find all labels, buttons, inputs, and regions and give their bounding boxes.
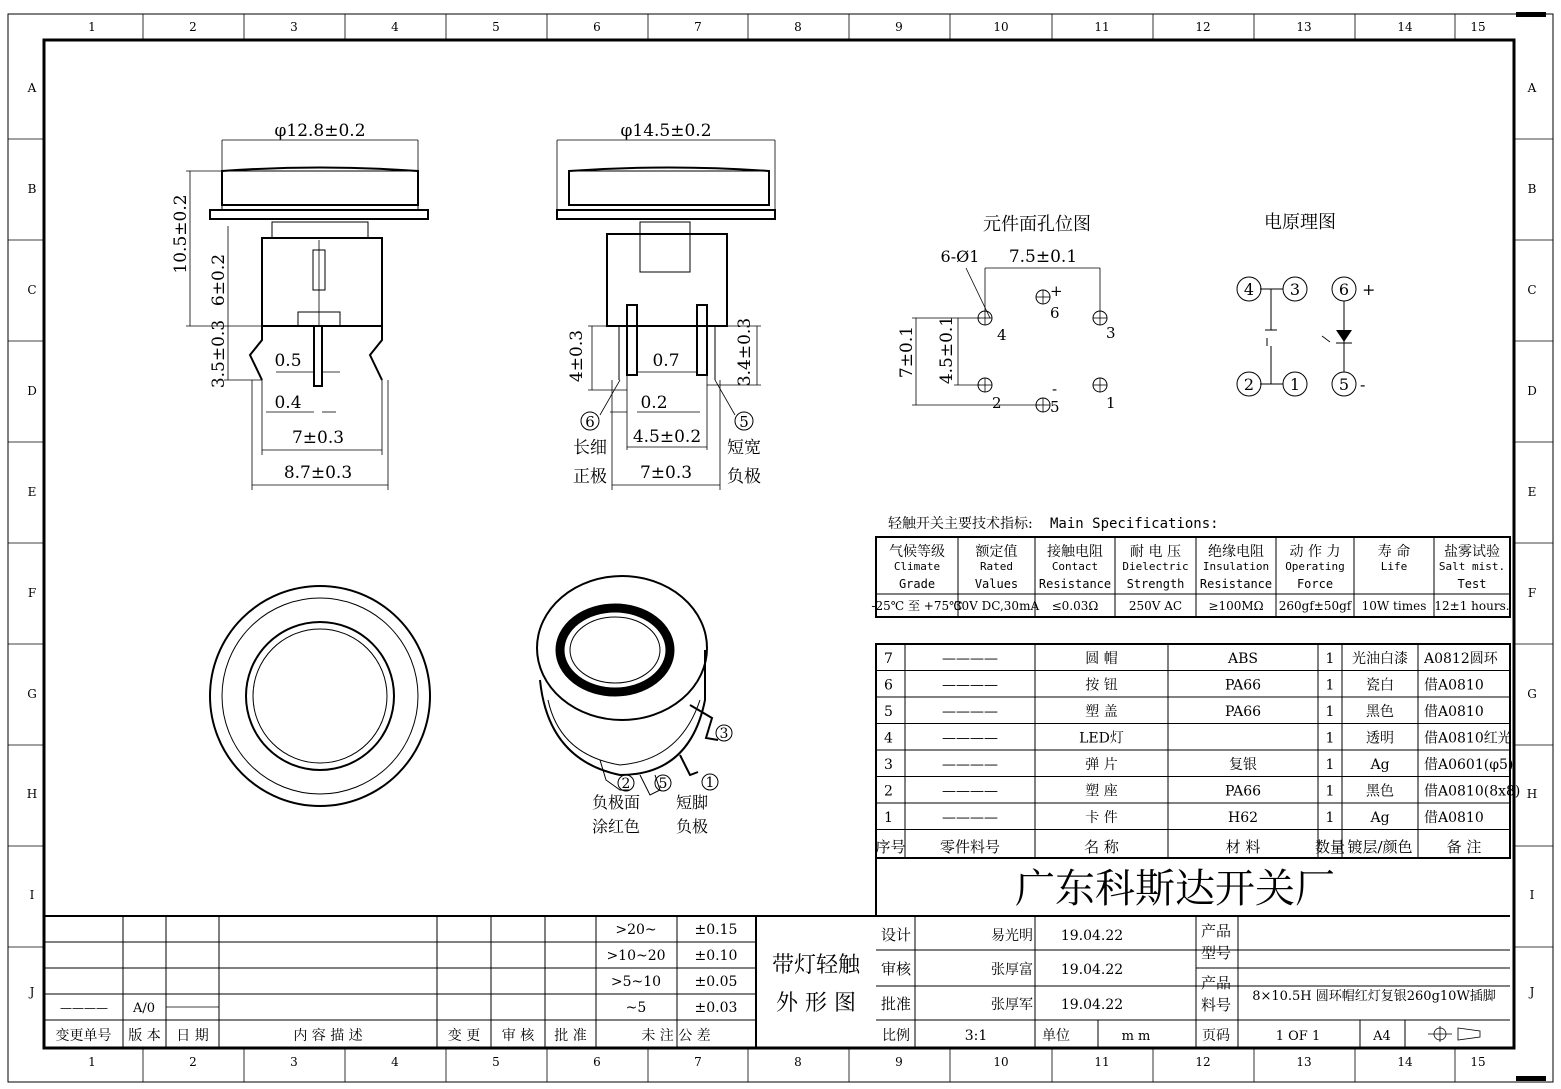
hole-no-1: 1 bbox=[1106, 394, 1116, 412]
callout-5: 5 bbox=[739, 413, 749, 431]
dim-cap-diameter-1: φ12.8±0.2 bbox=[274, 121, 366, 141]
bom-part-3: ———— bbox=[942, 757, 998, 773]
hole-count-label: 6-Ø1 bbox=[940, 247, 980, 266]
column-label-bottom-3: 3 bbox=[290, 1055, 298, 1069]
bom-no-4: 4 bbox=[884, 730, 893, 747]
schematic-node-6: 6 bbox=[1338, 280, 1350, 299]
bom-qty-3: 1 bbox=[1325, 757, 1335, 773]
column-label-7: 7 bbox=[694, 20, 702, 34]
bom-material-3: 复银 bbox=[1229, 757, 1257, 773]
bom-no-2: 2 bbox=[884, 783, 893, 800]
side-view-2 bbox=[557, 121, 775, 490]
scale-label: 比例 bbox=[882, 1028, 910, 1044]
spec-value-1: 30V DC,30mA bbox=[953, 599, 1040, 613]
bom-qty-1: 1 bbox=[1325, 810, 1335, 826]
row-label-A: A bbox=[27, 81, 37, 95]
dim-body-height: 6±0.2 bbox=[209, 253, 229, 307]
spec-header-en2-1: Values bbox=[974, 577, 1019, 591]
size-value: A4 bbox=[1373, 1029, 1391, 1044]
iso-callout-5: 5 bbox=[658, 776, 668, 792]
column-label-bottom-7: 7 bbox=[694, 1055, 702, 1069]
iso-label-negative: 负极 bbox=[675, 817, 709, 836]
product-model-label-1: 产品 bbox=[1200, 922, 1232, 940]
company-name: 广东科斯达开关厂 bbox=[1015, 866, 1335, 912]
row-label-right-F: F bbox=[1527, 586, 1537, 600]
row-label-G: G bbox=[27, 687, 37, 701]
dim-pin-width-1: 0.5 bbox=[274, 351, 302, 371]
dim-pin-height: 3.5±0.3 bbox=[209, 319, 229, 389]
product-model-label-2: 型号 bbox=[1200, 944, 1232, 962]
spec-value-4: ≥100MΩ bbox=[1208, 599, 1264, 613]
iso-callout-3: 3 bbox=[719, 726, 729, 742]
bom-qty-5: 1 bbox=[1325, 704, 1335, 720]
unit-value: m m bbox=[1121, 1029, 1151, 1044]
bom-header-note: 备 注 bbox=[1446, 838, 1482, 856]
dim-pin-width-2: 0.4 bbox=[274, 393, 302, 413]
revision-header-0: 变更单号 bbox=[55, 1028, 112, 1044]
spec-header-cn-6: 寿 命 bbox=[1377, 544, 1411, 560]
dim-cap-diameter-2: φ14.5±0.2 bbox=[620, 121, 712, 141]
spec-header-en-2: Contact bbox=[1051, 560, 1099, 573]
bom-part-2: ———— bbox=[942, 783, 998, 800]
drawing-name-2: 外 形 图 bbox=[776, 991, 856, 1016]
tolerance-range-0: >20~ bbox=[615, 922, 657, 938]
hole-no-5: 5 bbox=[1050, 398, 1060, 416]
revision-header-6: 批 准 bbox=[554, 1028, 587, 1044]
bom-material-7: ABS bbox=[1228, 651, 1258, 667]
column-label-bottom-1: 1 bbox=[88, 1055, 96, 1069]
column-label-5: 5 bbox=[492, 20, 500, 34]
column-label-11: 11 bbox=[1094, 20, 1110, 34]
label-positive: 正极 bbox=[573, 467, 607, 487]
column-label-bottom-2: 2 bbox=[189, 1055, 197, 1069]
callout-6: 6 bbox=[585, 413, 595, 431]
bom-finish-3: Ag bbox=[1370, 757, 1390, 773]
revision-header-1: 版 本 bbox=[128, 1028, 161, 1044]
column-label-bottom-8: 8 bbox=[794, 1055, 802, 1069]
scale-value: 3:1 bbox=[964, 1028, 988, 1044]
row-label-E: E bbox=[27, 485, 37, 499]
tolerance-footer: 未 注 公 差 bbox=[641, 1028, 711, 1044]
bom-note-6: 借A0810 bbox=[1424, 677, 1484, 694]
schematic-plus: + bbox=[1362, 280, 1376, 299]
schematic-title: 电原理图 bbox=[1264, 212, 1336, 233]
column-label-bottom-4: 4 bbox=[391, 1055, 399, 1069]
spec-header-cn-7: 盐雾试验 bbox=[1444, 544, 1500, 560]
bom-finish-2: 黑色 bbox=[1366, 783, 1394, 800]
tolerance-value-3: ±0.03 bbox=[694, 1000, 738, 1016]
column-label-bottom-12: 12 bbox=[1195, 1055, 1211, 1069]
bom-name-2: 塑 座 bbox=[1085, 783, 1118, 800]
revision-dash: ———— bbox=[60, 1001, 108, 1015]
tolerance-value-1: ±0.10 bbox=[694, 948, 738, 964]
corner-mark-top bbox=[1516, 12, 1546, 17]
tolerance-value-0: ±0.15 bbox=[694, 922, 738, 938]
product-part-label-1: 产品 bbox=[1200, 974, 1232, 992]
spec-value-5: 260gf±50gf bbox=[1278, 599, 1352, 613]
column-label-3: 3 bbox=[290, 20, 298, 34]
schematic-node-1: 1 bbox=[1289, 375, 1301, 394]
column-label-9: 9 bbox=[895, 20, 903, 34]
row-label-right-G: G bbox=[1527, 687, 1537, 701]
column-label-12: 12 bbox=[1195, 20, 1211, 34]
revision-header-4: 变 更 bbox=[447, 1028, 481, 1044]
dim-width-1: 8.7±0.3 bbox=[283, 463, 353, 483]
spec-header-en2-0: Grade bbox=[898, 577, 936, 591]
row-label-J: J bbox=[29, 985, 35, 999]
bom-part-4: ———— bbox=[942, 730, 998, 747]
label-negative: 负极 bbox=[727, 467, 761, 487]
bom-table bbox=[875, 644, 1520, 858]
bom-note-3: 借A0601(φ5) bbox=[1424, 757, 1514, 773]
bom-material-1: H62 bbox=[1227, 810, 1259, 826]
row-label-right-D: D bbox=[1527, 384, 1537, 398]
bom-no-3: 3 bbox=[884, 757, 893, 773]
dim-left-pin-height: 4±0.3 bbox=[567, 329, 587, 383]
column-label-1: 1 bbox=[88, 20, 96, 34]
spec-header-cn-3: 耐 电 压 bbox=[1130, 544, 1181, 560]
dim-pin-width-4: 0.2 bbox=[640, 393, 668, 413]
product-part-value: 8×10.5H 圆环帽红灯复银260g10W插脚 bbox=[1252, 989, 1496, 1004]
hole-plus: + bbox=[1050, 282, 1063, 300]
bom-no-7: 7 bbox=[884, 651, 893, 667]
bom-finish-6: 瓷白 bbox=[1366, 677, 1394, 694]
column-label-6: 6 bbox=[593, 20, 601, 34]
hole-no-3: 3 bbox=[1106, 324, 1116, 342]
bom-note-5: 借A0810 bbox=[1424, 704, 1484, 720]
specs-title-en: Main Specifications: bbox=[1050, 516, 1219, 532]
bom-part-5: ———— bbox=[942, 704, 998, 720]
bom-header-qty: 数量 bbox=[1314, 838, 1346, 856]
spec-header-cn-4: 绝缘电阻 bbox=[1208, 544, 1264, 560]
column-label-15: 15 bbox=[1470, 20, 1486, 34]
label-long-thin: 长细 bbox=[573, 438, 607, 458]
spec-header-cn-2: 接触电阻 bbox=[1047, 544, 1103, 560]
bom-no-5: 5 bbox=[884, 704, 893, 720]
hole-layout-title: 元件面孔位图 bbox=[983, 214, 1091, 235]
bom-qty-2: 1 bbox=[1325, 783, 1335, 800]
bom-name-6: 按 钮 bbox=[1085, 677, 1118, 694]
bom-header-name: 名 称 bbox=[1084, 838, 1119, 856]
unit-label: 单位 bbox=[1042, 1028, 1070, 1044]
spec-header-cn-5: 动 作 力 bbox=[1289, 544, 1341, 560]
signoff-role-0: 设计 bbox=[880, 926, 912, 944]
column-label-14: 14 bbox=[1397, 20, 1413, 34]
hole-dy-small: 4.5±0.1 bbox=[937, 315, 957, 385]
corner-mark-bottom bbox=[1516, 1076, 1546, 1081]
iso-label-short-pin: 短脚 bbox=[675, 793, 709, 812]
row-label-D: D bbox=[27, 384, 37, 398]
hole-no-6: 6 bbox=[1050, 304, 1060, 322]
spec-value-3: 250V AC bbox=[1128, 599, 1183, 613]
product-part-label-2: 料号 bbox=[1200, 996, 1232, 1014]
spec-header-en2-5: Force bbox=[1296, 577, 1334, 591]
dim-pin-width-3: 0.7 bbox=[652, 351, 680, 371]
tolerance-range-2: >5~10 bbox=[610, 974, 662, 990]
column-label-bottom-13: 13 bbox=[1296, 1055, 1312, 1069]
column-label-bottom-6: 6 bbox=[593, 1055, 601, 1069]
specs-table bbox=[871, 515, 1510, 617]
dim-pin-pitch-1: 7±0.3 bbox=[291, 428, 345, 448]
bom-part-7: ———— bbox=[942, 651, 998, 667]
bom-note-2: 借A0810(8x8) bbox=[1424, 783, 1521, 800]
dim-pin-pitch-2: 7±0.3 bbox=[639, 463, 693, 483]
signoff-date-2: 19.04.22 bbox=[1060, 997, 1124, 1013]
spec-header-en-6: Life bbox=[1380, 560, 1408, 573]
spec-header-en2-7: Test bbox=[1457, 577, 1487, 591]
spec-header-en-0: Climate bbox=[893, 560, 941, 573]
page-label: 页码 bbox=[1202, 1028, 1230, 1044]
spec-header-en2-3: Strength bbox=[1126, 577, 1185, 591]
spec-header-cn-1: 额定值 bbox=[975, 544, 1018, 560]
iso-callout-2: 2 bbox=[621, 776, 631, 792]
bom-material-2: PA66 bbox=[1224, 783, 1262, 800]
schematic-nodes bbox=[1237, 277, 1356, 396]
iso-view bbox=[537, 576, 732, 836]
schematic bbox=[1237, 212, 1375, 396]
bom-name-5: 塑 盖 bbox=[1085, 704, 1118, 720]
label-short-wide: 短宽 bbox=[727, 438, 761, 458]
spec-header-en2-2: Resistance bbox=[1038, 577, 1112, 591]
spec-header-en-4: Insulation bbox=[1202, 560, 1270, 573]
row-label-right-E: E bbox=[1527, 485, 1537, 499]
signoff-name-2: 张厚军 bbox=[991, 997, 1033, 1013]
spec-header-en-1: Rated bbox=[979, 560, 1014, 573]
column-label-bottom-5: 5 bbox=[492, 1055, 500, 1069]
spec-value-7: 12±1 hours. bbox=[1434, 599, 1510, 613]
tolerance-range-3: ~5 bbox=[625, 1000, 647, 1016]
page-value: 1 OF 1 bbox=[1275, 1029, 1321, 1044]
bom-finish-4: 透明 bbox=[1366, 730, 1394, 747]
signoff-role-2: 批准 bbox=[880, 995, 912, 1013]
bom-note-4: 借A0810红光 bbox=[1424, 730, 1512, 747]
iso-callout-1: 1 bbox=[705, 775, 715, 791]
bom-note-7: A0812圆环 bbox=[1424, 651, 1498, 667]
bom-qty-6: 1 bbox=[1325, 677, 1335, 694]
spec-value-0: -25℃ 至 +75℃ bbox=[871, 599, 963, 613]
specs-title-cn: 轻触开关主要技术指标: bbox=[888, 516, 1033, 532]
iso-label-neg-face: 负极面 bbox=[591, 793, 641, 812]
revision-header-2: 日 期 bbox=[176, 1028, 209, 1044]
tolerance-range-1: >10~20 bbox=[606, 948, 666, 964]
bom-material-6: PA66 bbox=[1224, 677, 1262, 694]
bom-finish-5: 黑色 bbox=[1366, 704, 1394, 720]
signoff-name-0: 易光明 bbox=[991, 928, 1033, 944]
bom-material-5: PA66 bbox=[1224, 704, 1262, 720]
schematic-node-2: 2 bbox=[1243, 375, 1255, 394]
bom-no-1: 1 bbox=[884, 810, 893, 826]
schematic-node-3: 3 bbox=[1289, 280, 1301, 299]
row-label-right-J: J bbox=[1529, 985, 1535, 999]
column-label-10: 10 bbox=[993, 20, 1009, 34]
dim-led-pitch: 4.5±0.2 bbox=[632, 427, 702, 447]
spec-header-en2-4: Resistance bbox=[1199, 577, 1273, 591]
signoff-date-0: 19.04.22 bbox=[1060, 928, 1124, 944]
bom-name-1: 卡 件 bbox=[1085, 810, 1118, 826]
row-label-B: B bbox=[27, 182, 37, 196]
side-view-1 bbox=[171, 121, 428, 490]
spec-header-en-3: Dielectric bbox=[1122, 560, 1189, 573]
row-label-right-A: A bbox=[1527, 81, 1537, 95]
hole-dy: 7±0.1 bbox=[897, 325, 917, 379]
column-label-bottom-11: 11 bbox=[1094, 1055, 1110, 1069]
column-label-bottom-10: 10 bbox=[993, 1055, 1009, 1069]
title-block bbox=[44, 916, 1510, 1048]
column-label-4: 4 bbox=[391, 20, 399, 34]
signoff-date-1: 19.04.22 bbox=[1060, 962, 1124, 978]
schematic-node-5: 5 bbox=[1338, 375, 1350, 394]
bom-part-1: ———— bbox=[942, 810, 998, 826]
top-view bbox=[210, 586, 430, 806]
column-label-bottom-9: 9 bbox=[895, 1055, 903, 1069]
bom-finish-1: Ag bbox=[1370, 810, 1390, 826]
spec-header-en-5: Operating bbox=[1285, 560, 1345, 573]
bom-qty-4: 1 bbox=[1325, 730, 1335, 747]
row-label-H: H bbox=[26, 787, 38, 801]
signoff-role-1: 审核 bbox=[880, 960, 912, 978]
bom-header-material: 材 料 bbox=[1225, 838, 1261, 856]
row-label-C: C bbox=[27, 283, 37, 297]
spec-header-en-7: Salt mist. bbox=[1438, 560, 1506, 573]
drawing-name-1: 带灯轻触 bbox=[771, 953, 861, 978]
spec-header-cn-0: 气候等级 bbox=[889, 544, 945, 560]
hole-no-4: 4 bbox=[997, 326, 1007, 344]
bom-no-6: 6 bbox=[884, 677, 893, 694]
column-label-bottom-14: 14 bbox=[1397, 1055, 1413, 1069]
revision-version: A/0 bbox=[132, 1001, 156, 1016]
column-label-8: 8 bbox=[794, 20, 802, 34]
row-label-right-B: B bbox=[1527, 182, 1537, 196]
bom-note-1: 借A0810 bbox=[1424, 810, 1484, 826]
schematic-node-4: 4 bbox=[1243, 280, 1255, 299]
column-label-2: 2 bbox=[189, 20, 197, 34]
hole-dx: 7.5±0.1 bbox=[1008, 247, 1078, 267]
dim-right-pin-height: 3.4±0.3 bbox=[735, 317, 755, 387]
column-label-bottom-15: 15 bbox=[1470, 1055, 1486, 1069]
bom-name-4: LED灯 bbox=[1079, 730, 1124, 747]
schematic-minus: - bbox=[1360, 375, 1366, 394]
revision-header-3: 内 容 描 述 bbox=[293, 1028, 363, 1044]
bom-header-part: 零件料号 bbox=[939, 838, 1001, 856]
column-label-13: 13 bbox=[1296, 20, 1312, 34]
row-label-right-I: I bbox=[1529, 888, 1535, 902]
bom-header-no: 序号 bbox=[875, 838, 906, 856]
bom-name-3: 弹 片 bbox=[1085, 757, 1118, 773]
bom-part-6: ———— bbox=[942, 677, 998, 694]
row-label-right-H: H bbox=[1526, 787, 1538, 801]
bom-qty-7: 1 bbox=[1325, 651, 1335, 667]
hole-layout bbox=[897, 214, 1116, 416]
row-label-right-C: C bbox=[1527, 283, 1537, 297]
spec-value-6: 10W times bbox=[1361, 599, 1427, 613]
tolerance-value-2: ±0.05 bbox=[694, 974, 738, 990]
bom-name-7: 圆 帽 bbox=[1085, 651, 1118, 667]
row-label-F: F bbox=[27, 586, 37, 600]
row-label-I: I bbox=[29, 888, 35, 902]
signoff-name-1: 张厚富 bbox=[991, 962, 1033, 978]
bom-finish-7: 光油白漆 bbox=[1352, 651, 1408, 667]
hole-no-2: 2 bbox=[992, 394, 1002, 412]
spec-value-2: ≤0.03Ω bbox=[1051, 599, 1099, 613]
iso-label-red-coat: 涂红色 bbox=[591, 817, 641, 836]
hole-minus: - bbox=[1052, 380, 1058, 398]
dim-total-height: 10.5±0.2 bbox=[171, 194, 191, 274]
revision-header-5: 审 核 bbox=[501, 1028, 535, 1044]
bom-header-finish: 镀层/颜色 bbox=[1347, 838, 1413, 856]
